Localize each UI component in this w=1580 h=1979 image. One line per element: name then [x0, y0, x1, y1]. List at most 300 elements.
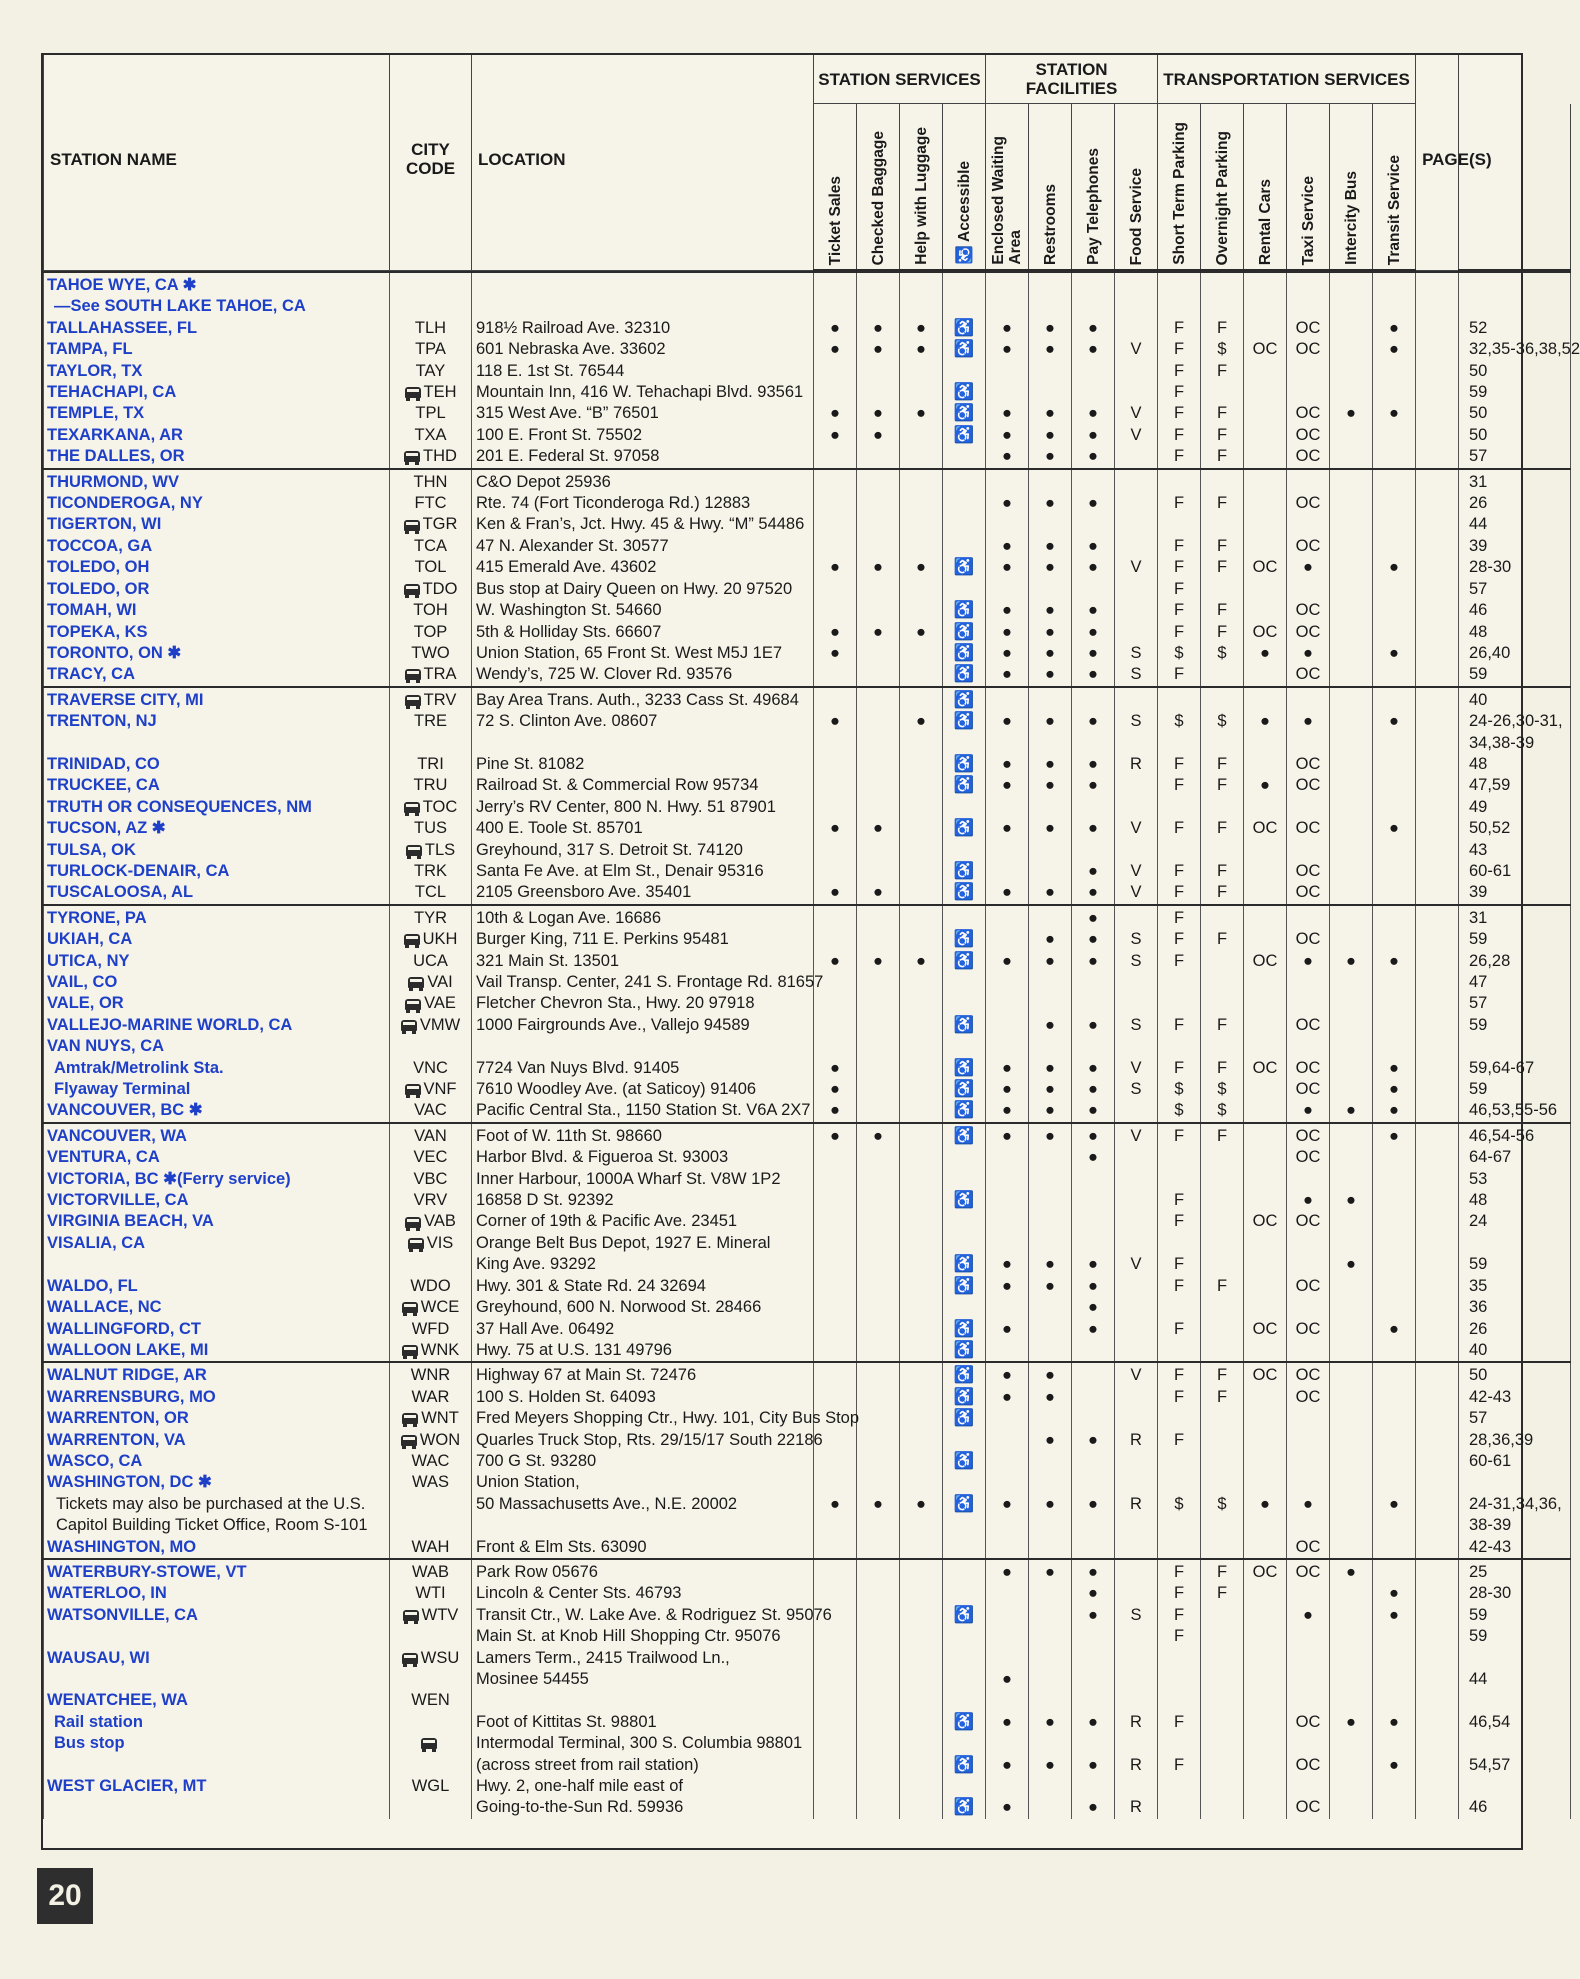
pages: 59	[1459, 1626, 1571, 1647]
bus-icon	[401, 1435, 417, 1446]
svc-accessible	[943, 1776, 986, 1797]
pages: 59,64-67	[1459, 1058, 1571, 1079]
svc-intercity-bus: ●	[1330, 1190, 1373, 1211]
location: Orange Belt Bus Depot, 1927 E. Mineral	[472, 1233, 814, 1254]
svc-extra	[1416, 536, 1459, 557]
svc-accessible	[943, 797, 986, 818]
svc-help-with-luggage	[900, 882, 943, 904]
svc-restrooms	[1029, 1319, 1072, 1340]
location: Mosinee 54455	[472, 1669, 814, 1690]
pages: 24-26,30-31,	[1459, 711, 1571, 732]
svc-pay-telephones	[1072, 687, 1115, 711]
svc-overnight-parking: $	[1201, 1494, 1244, 1515]
station-block	[44, 905, 1571, 1123]
city-code	[390, 1626, 472, 1647]
svc-extra	[1416, 1626, 1459, 1647]
table-row	[44, 469, 1571, 493]
city-code-text: VIS	[426, 1233, 454, 1252]
city-code	[390, 1190, 472, 1211]
svc-intercity-bus	[1330, 1755, 1373, 1776]
pages: 28-30	[1459, 1583, 1571, 1604]
svc-ticket-sales	[814, 1712, 857, 1733]
location: C&O Depot 25936	[472, 469, 814, 493]
location: Park Row 05676	[472, 1559, 814, 1583]
svc-checked-baggage	[857, 469, 900, 493]
svc-ticket-sales	[814, 1733, 857, 1754]
svc-ticket-sales	[814, 1190, 857, 1211]
pages	[1459, 1690, 1571, 1711]
svc-taxi-service: OC	[1287, 1147, 1330, 1168]
city-code-text: TXA	[414, 425, 447, 444]
svc-transit-service: ●	[1373, 403, 1416, 424]
pages: 26	[1459, 493, 1571, 514]
svc-help-with-luggage	[900, 1254, 943, 1275]
city-code	[390, 1537, 472, 1559]
bus-icon	[405, 1217, 421, 1228]
city-code	[390, 861, 472, 882]
svc-restrooms	[1029, 1211, 1072, 1232]
svc-pay-telephones: ●	[1072, 536, 1115, 557]
svc-restrooms: ●	[1029, 1079, 1072, 1100]
svc-taxi-service: OC	[1287, 318, 1330, 339]
svc-enclosed-waiting: ●	[986, 643, 1029, 664]
pages: 50	[1459, 425, 1571, 446]
location: 918½ Railroad Ave. 32310	[472, 318, 814, 339]
station-block	[44, 687, 1571, 905]
city-code	[390, 972, 472, 993]
svc-rental-cars	[1244, 1515, 1287, 1536]
svc-rental-cars	[1244, 993, 1287, 1014]
svc-enclosed-waiting: ●	[986, 951, 1029, 972]
svc-restrooms	[1029, 905, 1072, 929]
svc-short-term-parking	[1158, 797, 1201, 818]
svc-food-service: V	[1115, 1362, 1158, 1386]
svc-enclosed-waiting	[986, 1147, 1029, 1168]
svc-short-term-parking: F	[1158, 754, 1201, 775]
svc-checked-baggage	[857, 296, 900, 317]
svc-intercity-bus	[1330, 1690, 1373, 1711]
svc-short-term-parking: F	[1158, 557, 1201, 578]
svc-rental-cars	[1244, 929, 1287, 950]
location: 72 S. Clinton Ave. 08607	[472, 711, 814, 732]
svc-ticket-sales	[814, 993, 857, 1014]
svc-extra	[1416, 1797, 1459, 1818]
station-name: VICTORVILLE, CA	[44, 1190, 390, 1211]
station-name: THE DALLES, OR	[44, 446, 390, 468]
svc-transit-service: ●	[1373, 1755, 1416, 1776]
svc-accessible: ♿	[943, 711, 986, 732]
svc-overnight-parking	[1201, 1147, 1244, 1168]
svc-taxi-service	[1287, 733, 1330, 754]
svc-rental-cars	[1244, 1755, 1287, 1776]
city-code	[390, 1669, 472, 1690]
station-name: TOPEKA, KS	[44, 622, 390, 643]
svc-short-term-parking: F	[1158, 905, 1201, 929]
svc-restrooms	[1029, 1036, 1072, 1057]
svc-transit-service: ●	[1373, 711, 1416, 732]
svc-checked-baggage	[857, 446, 900, 468]
svc-intercity-bus	[1330, 1340, 1373, 1362]
pages: 53	[1459, 1169, 1571, 1190]
svc-intercity-bus	[1330, 361, 1373, 382]
station-name: TEMPLE, TX	[44, 403, 390, 424]
table-row	[44, 361, 1571, 382]
svc-overnight-parking	[1201, 1430, 1244, 1451]
svc-overnight-parking	[1201, 469, 1244, 493]
svc-accessible	[943, 840, 986, 861]
svc-accessible: ♿	[943, 1712, 986, 1733]
svc-help-with-luggage	[900, 1319, 943, 1340]
station-name	[44, 733, 390, 754]
svc-rental-cars: OC	[1244, 557, 1287, 578]
svc-checked-baggage	[857, 1797, 900, 1818]
svc-extra	[1416, 1211, 1459, 1232]
svc-extra	[1416, 797, 1459, 818]
station-name: VICTORIA, BC ✱(Ferry service)	[44, 1169, 390, 1190]
svc-enclosed-waiting	[986, 1169, 1029, 1190]
svc-help-with-luggage	[900, 1079, 943, 1100]
table-row	[44, 1190, 1571, 1211]
svc-restrooms: ●	[1029, 882, 1072, 904]
svc-extra	[1416, 775, 1459, 796]
svc-short-term-parking	[1158, 469, 1201, 493]
svc-restrooms	[1029, 579, 1072, 600]
col-taxi-service: Taxi Service	[1287, 104, 1330, 271]
svc-extra	[1416, 493, 1459, 514]
svc-rental-cars	[1244, 754, 1287, 775]
svc-transit-service: ●	[1373, 339, 1416, 360]
svc-transit-service: ●	[1373, 557, 1416, 578]
svc-accessible	[943, 1211, 986, 1232]
table-row	[44, 557, 1571, 578]
svc-transit-service: ●	[1373, 1712, 1416, 1733]
svc-extra	[1416, 1387, 1459, 1408]
svc-taxi-service: OC	[1287, 1058, 1330, 1079]
svc-food-service	[1115, 1451, 1158, 1472]
svc-taxi-service: OC	[1287, 775, 1330, 796]
svc-extra	[1416, 1276, 1459, 1297]
station-name: WATERBURY-STOWE, VT	[44, 1559, 390, 1583]
svc-help-with-luggage	[900, 1169, 943, 1190]
svc-enclosed-waiting: ●	[986, 446, 1029, 468]
svc-rental-cars	[1244, 1015, 1287, 1036]
svc-food-service	[1115, 775, 1158, 796]
table-row	[44, 1648, 1571, 1669]
city-code	[390, 1797, 472, 1818]
svc-overnight-parking	[1201, 1712, 1244, 1733]
svc-short-term-parking: F	[1158, 929, 1201, 950]
svc-taxi-service: OC	[1287, 622, 1330, 643]
pages: 26,28	[1459, 951, 1571, 972]
svc-ticket-sales: ●	[814, 557, 857, 578]
svc-food-service	[1115, 1408, 1158, 1429]
location: W. Washington St. 54660	[472, 600, 814, 621]
table-row	[44, 1015, 1571, 1036]
svc-help-with-luggage: ●	[900, 339, 943, 360]
city-code	[390, 1058, 472, 1079]
station-name: WENATCHEE, WA	[44, 1690, 390, 1711]
station-name: TOLEDO, OR	[44, 579, 390, 600]
svc-accessible	[943, 993, 986, 1014]
svc-pay-telephones: ●	[1072, 1058, 1115, 1079]
svc-help-with-luggage	[900, 754, 943, 775]
svc-checked-baggage	[857, 775, 900, 796]
city-code-text: VEC	[413, 1148, 448, 1167]
svc-enclosed-waiting: ●	[986, 1319, 1029, 1340]
svc-short-term-parking	[1158, 1147, 1201, 1168]
svc-accessible	[943, 1537, 986, 1559]
svc-ticket-sales: ●	[814, 318, 857, 339]
col-overnight-parking: Overnight Parking	[1201, 104, 1244, 271]
table-row	[44, 818, 1571, 839]
svc-taxi-service	[1287, 272, 1330, 296]
svc-help-with-luggage	[900, 1583, 943, 1604]
svc-enclosed-waiting: ●	[986, 425, 1029, 446]
svc-accessible: ♿	[943, 643, 986, 664]
svc-overnight-parking	[1201, 687, 1244, 711]
svc-help-with-luggage	[900, 1648, 943, 1669]
svc-extra	[1416, 622, 1459, 643]
svc-taxi-service: ●	[1287, 711, 1330, 732]
svc-help-with-luggage	[900, 1211, 943, 1232]
svc-transit-service	[1373, 840, 1416, 861]
station-name: TRUCKEE, CA	[44, 775, 390, 796]
svc-help-with-luggage	[900, 1408, 943, 1429]
location: Foot of Kittitas St. 98801	[472, 1712, 814, 1733]
svc-pay-telephones	[1072, 1648, 1115, 1669]
svc-intercity-bus	[1330, 600, 1373, 621]
svc-rental-cars	[1244, 1451, 1287, 1472]
svc-intercity-bus: ●	[1330, 951, 1373, 972]
svc-rental-cars	[1244, 1036, 1287, 1057]
svc-ticket-sales	[814, 272, 857, 296]
svc-restrooms: ●	[1029, 711, 1072, 732]
table-row	[44, 1387, 1571, 1408]
svc-checked-baggage	[857, 514, 900, 535]
location: Highway 67 at Main St. 72476	[472, 1362, 814, 1386]
table-row	[44, 1362, 1571, 1386]
location: Front & Elm Sts. 63090	[472, 1537, 814, 1559]
city-code	[390, 754, 472, 775]
svc-rental-cars	[1244, 1669, 1287, 1690]
svc-intercity-bus	[1330, 493, 1373, 514]
svc-help-with-luggage	[900, 1626, 943, 1647]
svc-taxi-service: ●	[1287, 951, 1330, 972]
svc-accessible: ♿	[943, 1100, 986, 1122]
svc-restrooms	[1029, 1297, 1072, 1318]
svc-pay-telephones: ●	[1072, 600, 1115, 621]
svc-help-with-luggage	[900, 600, 943, 621]
station-name: WASHINGTON, MO	[44, 1537, 390, 1559]
svc-intercity-bus	[1330, 1233, 1373, 1254]
location: Greyhound, 317 S. Detroit St. 74120	[472, 840, 814, 861]
svc-enclosed-waiting	[986, 1605, 1029, 1626]
location: Inner Harbour, 1000A Wharf St. V8W 1P2	[472, 1169, 814, 1190]
svc-short-term-parking	[1158, 1733, 1201, 1754]
svc-ticket-sales	[814, 1472, 857, 1493]
table-row	[44, 514, 1571, 535]
svc-checked-baggage	[857, 905, 900, 929]
svc-food-service	[1115, 1776, 1158, 1797]
svc-intercity-bus	[1330, 1276, 1373, 1297]
svc-ticket-sales	[814, 1254, 857, 1275]
svc-food-service: V	[1115, 1123, 1158, 1147]
svc-pay-telephones: ●	[1072, 951, 1115, 972]
svc-enclosed-waiting	[986, 797, 1029, 818]
svc-ticket-sales	[814, 1669, 857, 1690]
table-row	[44, 1147, 1571, 1168]
svc-overnight-parking: F	[1201, 1015, 1244, 1036]
svc-accessible: ♿	[943, 622, 986, 643]
svc-short-term-parking	[1158, 1690, 1201, 1711]
svc-food-service: S	[1115, 1079, 1158, 1100]
svc-intercity-bus	[1330, 643, 1373, 664]
table-row	[44, 622, 1571, 643]
city-code	[390, 1036, 472, 1057]
city-code-text: TRK	[414, 861, 447, 880]
svc-food-service: S	[1115, 951, 1158, 972]
svc-accessible: ♿	[943, 929, 986, 950]
svc-short-term-parking	[1158, 1648, 1201, 1669]
svc-help-with-luggage	[900, 446, 943, 468]
svc-intercity-bus	[1330, 382, 1373, 403]
svc-transit-service	[1373, 1515, 1416, 1536]
bus-icon	[421, 1738, 437, 1749]
svc-restrooms: ●	[1029, 557, 1072, 578]
table-row	[44, 1319, 1571, 1340]
svc-enclosed-waiting	[986, 1515, 1029, 1536]
svc-food-service	[1115, 1233, 1158, 1254]
pages: 50,52	[1459, 818, 1571, 839]
svc-accessible: ♿	[943, 1408, 986, 1429]
svc-pay-telephones	[1072, 382, 1115, 403]
svc-checked-baggage	[857, 643, 900, 664]
svc-intercity-bus	[1330, 557, 1373, 578]
svc-accessible: ♿	[943, 1015, 986, 1036]
station-name: TRENTON, NJ	[44, 711, 390, 732]
svc-restrooms: ●	[1029, 1100, 1072, 1122]
svc-intercity-bus	[1330, 318, 1373, 339]
svc-short-term-parking: F	[1158, 1387, 1201, 1408]
svc-rental-cars: OC	[1244, 1211, 1287, 1232]
station-name: WAUSAU, WI	[44, 1648, 390, 1669]
svc-taxi-service: OC	[1287, 1755, 1330, 1776]
svc-checked-baggage	[857, 536, 900, 557]
svc-rental-cars	[1244, 733, 1287, 754]
svc-enclosed-waiting	[986, 1537, 1029, 1559]
station-name: TYRONE, PA	[44, 905, 390, 929]
svc-overnight-parking	[1201, 1648, 1244, 1669]
station-name: WALLOON LAKE, MI	[44, 1340, 390, 1362]
svc-taxi-service: OC	[1287, 664, 1330, 686]
svc-restrooms: ●	[1029, 1430, 1072, 1451]
location: Ken & Fran’s, Jct. Hwy. 45 & Hwy. “M” 54486	[472, 514, 814, 535]
svc-transit-service	[1373, 905, 1416, 929]
city-code-text: WGL	[411, 1777, 450, 1796]
station-name: TALLAHASSEE, FL	[44, 318, 390, 339]
svc-rental-cars	[1244, 664, 1287, 686]
svc-taxi-service: OC	[1287, 1015, 1330, 1036]
svc-transit-service	[1373, 1254, 1416, 1275]
svc-enclosed-waiting: ●	[986, 1058, 1029, 1079]
svc-enclosed-waiting: ●	[986, 775, 1029, 796]
svc-pay-telephones	[1072, 1626, 1115, 1647]
svc-help-with-luggage	[900, 1755, 943, 1776]
svc-transit-service	[1373, 272, 1416, 296]
svc-food-service	[1115, 361, 1158, 382]
svc-restrooms	[1029, 1408, 1072, 1429]
svc-intercity-bus	[1330, 797, 1373, 818]
svc-food-service	[1115, 1340, 1158, 1362]
pages: 59	[1459, 929, 1571, 950]
svc-rental-cars	[1244, 905, 1287, 929]
pages: 59	[1459, 1079, 1571, 1100]
svc-ticket-sales	[814, 1755, 857, 1776]
svc-short-term-parking	[1158, 514, 1201, 535]
bus-icon	[405, 1084, 421, 1095]
location: 601 Nebraska Ave. 33602	[472, 339, 814, 360]
svc-restrooms: ●	[1029, 536, 1072, 557]
svc-ticket-sales	[814, 1211, 857, 1232]
svc-short-term-parking: F	[1158, 1254, 1201, 1275]
station-name: WASHINGTON, DC ✱	[44, 1472, 390, 1493]
svc-food-service	[1115, 1537, 1158, 1559]
city-code	[390, 905, 472, 929]
svc-rental-cars	[1244, 579, 1287, 600]
svc-short-term-parking: F	[1158, 882, 1201, 904]
svc-taxi-service	[1287, 1776, 1330, 1797]
svc-enclosed-waiting	[986, 929, 1029, 950]
pages: 59	[1459, 382, 1571, 403]
svc-checked-baggage	[857, 579, 900, 600]
svc-food-service	[1115, 1100, 1158, 1122]
svc-enclosed-waiting	[986, 1190, 1029, 1211]
svc-rental-cars	[1244, 1776, 1287, 1797]
bus-icon	[408, 1238, 424, 1249]
svc-intercity-bus	[1330, 1797, 1373, 1818]
svc-accessible: ♿	[943, 664, 986, 686]
svc-overnight-parking	[1201, 1340, 1244, 1362]
svc-overnight-parking	[1201, 1537, 1244, 1559]
pages: 32,35-36,38,52	[1459, 339, 1571, 360]
svc-pay-telephones: ●	[1072, 1494, 1115, 1515]
svc-intercity-bus	[1330, 1733, 1373, 1754]
svc-extra	[1416, 1100, 1459, 1122]
city-code	[390, 1451, 472, 1472]
svc-intercity-bus	[1330, 1387, 1373, 1408]
pages: 64-67	[1459, 1147, 1571, 1168]
svc-help-with-luggage	[900, 382, 943, 403]
city-code	[390, 840, 472, 861]
bus-icon	[403, 1610, 419, 1621]
svc-extra	[1416, 1297, 1459, 1318]
location	[472, 733, 814, 754]
svc-restrooms: ●	[1029, 664, 1072, 686]
city-code	[390, 993, 472, 1014]
svc-intercity-bus	[1330, 446, 1373, 468]
svc-overnight-parking	[1201, 1797, 1244, 1818]
svc-short-term-parking: F	[1158, 600, 1201, 621]
svc-pay-telephones	[1072, 514, 1115, 535]
table-row	[44, 1079, 1571, 1100]
svc-taxi-service	[1287, 1472, 1330, 1493]
city-code-text: WTI	[415, 1584, 446, 1603]
svc-accessible: ♿	[943, 1797, 986, 1818]
svc-overnight-parking	[1201, 972, 1244, 993]
location: 5th & Holliday Sts. 66607	[472, 622, 814, 643]
city-code-text: TPA	[415, 340, 446, 359]
city-code	[390, 1079, 472, 1100]
